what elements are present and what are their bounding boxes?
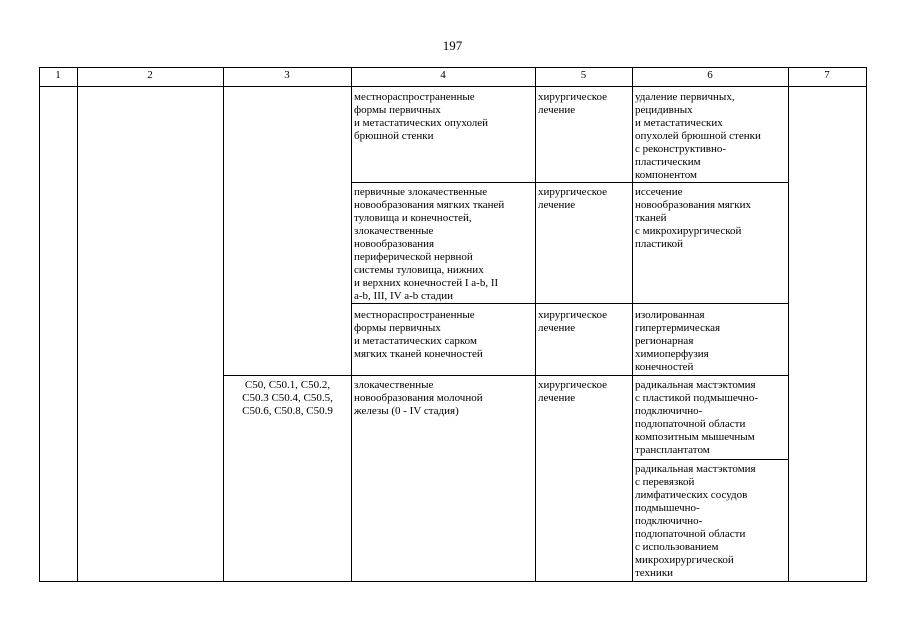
diagnosis-cell: первичные злокачественные новообразования мягких тканей туловища и конечностей, злокачественные новообразования периферической нервной системы туловища, нижних и верхних конечностей I a-b, II a-b, III, IV a-b стадии [354,186,505,302]
header-col-6: 6 [707,69,713,81]
treatment-cell: хирургическое лечение [538,379,608,404]
treatment-cell: хирургическое лечение [538,309,608,334]
icd-codes-cell: C50, C50.1, C50.2, C50.3 C50.4, C50.5, C50.6, C50.8, C50.9 [242,379,333,417]
treatment-cell: хирургическое лечение [538,91,608,116]
header-col-4: 4 [440,69,446,81]
diagnosis-cell: местнораспространенные формы первичных и метастатических опухолей брюшной стенки [354,91,489,142]
method-cell: изолированная гипертермическая регионарная химиоперфузия конечностей [635,309,721,373]
method-cell: иссечение новообразования мягких тканей с микрохирургической пластикой [635,186,752,250]
method-cell: удаление первичных, рецидивных и метастатических опухолей брюшной стенки с реконструктивно- пластическим компонентом [635,91,761,181]
page-number: 197 [442,38,463,53]
header-col-7: 7 [824,69,830,81]
treatment-cell: хирургическое лечение [538,186,608,211]
method-cell: радикальная мастэктомия с перевязкой лимфатических сосудов подмышечно- подключично- подлопаточной области с использованием микрохирургической техники [635,463,756,579]
header-col-5: 5 [580,69,587,81]
method-cell: радикальная мастэктомия с пластикой подмышечно- подключично- подлопаточной области композитным мышечным трансплантатом [635,379,759,456]
header-col-1: 1 [55,69,61,81]
header-col-2: 2 [147,69,153,81]
header-col-3: 3 [284,69,290,81]
diagnosis-cell: местнораспространенные формы первичных и метастатических сарком мягких тканей конечностей [354,309,483,360]
diagnosis-cell: злокачественные новообразования молочной железы (0 - IV стадия) [354,379,483,417]
